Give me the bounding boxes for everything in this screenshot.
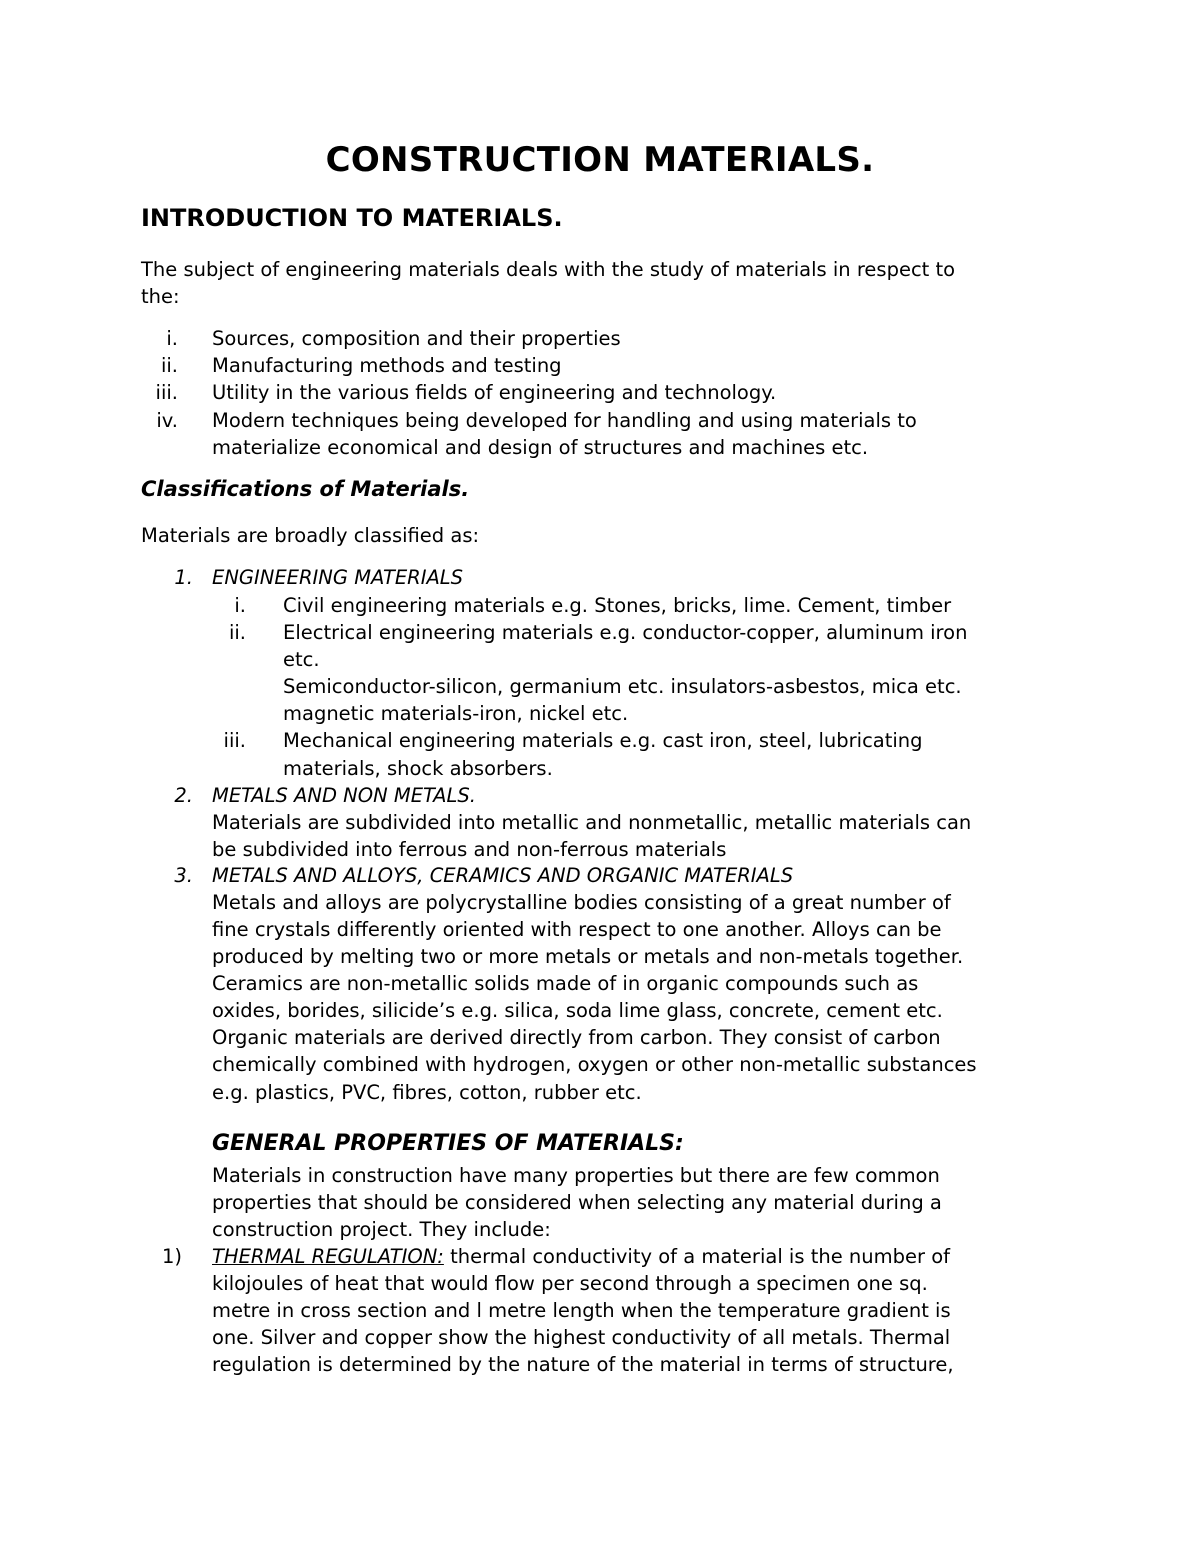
- intro-item-text: materialize economical and design of structures and machines etc.: [212, 436, 869, 459]
- intro-item-number: i.: [166, 327, 178, 350]
- group-text: oxides, borides, silicide’s e.g. silica, soda lime glass, concrete, cement etc.: [212, 999, 943, 1022]
- subitem-number: iii.: [223, 729, 246, 752]
- property-text: kilojoules of heat that would flow per second through a specimen one sq.: [212, 1272, 928, 1295]
- group-text: Organic materials are derived directly from carbon. They consist of carbon: [212, 1026, 941, 1049]
- group-text: produced by melting two or more metals or metals and non-metals together.: [212, 945, 964, 968]
- properties-heading: GENERAL PROPERTIES OF MATERIALS:: [212, 1131, 684, 1156]
- intro-item-text: Utility in the various fields of engineering and technology.: [212, 381, 777, 404]
- subitem-number: ii.: [228, 621, 246, 644]
- group-number: 2.: [174, 784, 193, 807]
- properties-lead-line: construction project. They include:: [212, 1218, 551, 1241]
- intro-lead-line-1: The subject of engineering materials deals with the study of materials in respect to: [141, 258, 956, 281]
- group-heading: METALS AND NON METALS.: [212, 784, 476, 807]
- subitem-number: i.: [234, 594, 246, 617]
- property-term: THERMAL REGULATION:: [212, 1245, 444, 1268]
- subitem-text: materials, shock absorbers.: [283, 757, 553, 780]
- subitem-text: Civil engineering materials e.g. Stones, bricks, lime. Cement, timber: [283, 594, 952, 617]
- subitem-text: Mechanical engineering materials e.g. cast iron, steel, lubricating: [283, 729, 923, 752]
- property-text: metre in cross section and l metre length when the temperature gradient is: [212, 1299, 951, 1322]
- group-text: e.g. plastics, PVC, fibres, cotton, rubber etc.: [212, 1081, 642, 1104]
- group-number: 1.: [174, 566, 193, 589]
- group-number: 3.: [174, 864, 193, 887]
- property-text: one. Silver and copper show the highest conductivity of all metals. Thermal: [212, 1326, 951, 1349]
- intro-item-number: iv.: [156, 409, 178, 432]
- subitem-text: magnetic materials-iron, nickel etc.: [283, 702, 629, 725]
- intro-lead-line-2: the:: [141, 285, 180, 308]
- group-text: be subdivided into ferrous and non-ferrous materials: [212, 838, 727, 861]
- intro-item-text: Modern techniques being developed for handling and using materials to: [212, 409, 917, 432]
- intro-item-number: ii.: [160, 354, 178, 377]
- group-text: Ceramics are non-metallic solids made of in organic compounds such as: [212, 972, 919, 995]
- property-text: regulation is determined by the nature of the material in terms of structure,: [212, 1353, 954, 1376]
- properties-lead-line: Materials in construction have many properties but there are few common: [212, 1164, 940, 1187]
- group-text: fine crystals differently oriented with respect to one another. Alloys can be: [212, 918, 942, 941]
- intro-item-number: iii.: [155, 381, 178, 404]
- subitem-text: Semiconductor-silicon, germanium etc. insulators-asbestos, mica etc.: [283, 675, 962, 698]
- intro-item-text: Sources, composition and their properties: [212, 327, 621, 350]
- intro-heading: INTRODUCTION TO MATERIALS.: [141, 204, 563, 232]
- property-number: 1): [162, 1245, 183, 1268]
- page-title: CONSTRUCTION MATERIALS.: [325, 140, 875, 180]
- group-heading: ENGINEERING MATERIALS: [212, 566, 464, 589]
- group-text: chemically combined with hydrogen, oxygen or other non-metallic substances: [212, 1053, 977, 1076]
- intro-item-text: Manufacturing methods and testing: [212, 354, 562, 377]
- properties-lead-line: properties that should be considered when selecting any material during a: [212, 1191, 942, 1214]
- group-heading: METALS AND ALLOYS, CERAMICS AND ORGANIC MATERIALS: [212, 864, 794, 887]
- classifications-lead: Materials are broadly classified as:: [141, 524, 480, 547]
- group-text: Metals and alloys are polycrystalline bodies consisting of a great number of: [212, 891, 951, 914]
- classifications-heading: Classifications of Materials.: [141, 477, 470, 501]
- group-text: Materials are subdivided into metallic and nonmetallic, metallic materials can: [212, 811, 972, 834]
- subitem-text: etc.: [283, 648, 320, 671]
- subitem-text: Electrical engineering materials e.g. conductor-copper, aluminum iron: [283, 621, 968, 644]
- property-text: thermal conductivity of a material is the number of: [443, 1245, 951, 1268]
- property-first-line: [212, 1243, 950, 1270]
